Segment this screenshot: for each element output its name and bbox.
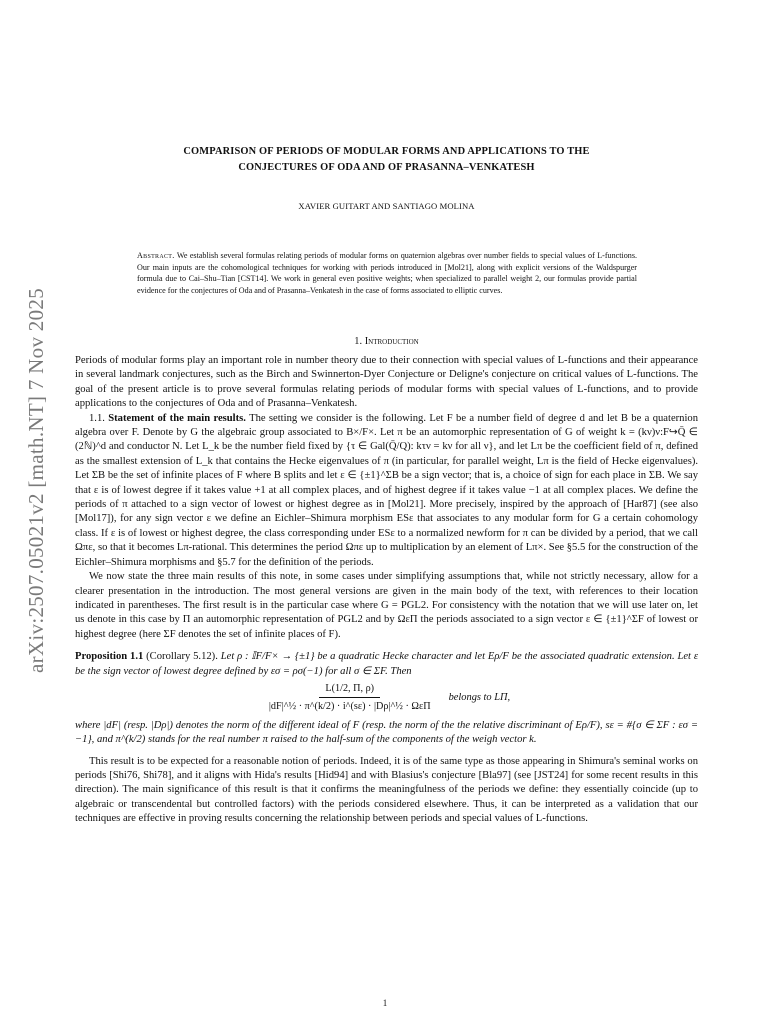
paper-authors: XAVIER GUITART AND SANTIAGO MOLINA bbox=[298, 201, 475, 211]
abstract-label: Abstract. bbox=[137, 251, 175, 260]
proposition-statement: Let ρ : 𝕀F/F× → {±1} be a quadratic Hecke character and let Eρ/F be the associated quadratic extension. Let ε be the sign vector of lowest degree defined by εσ = ρσ(−1) for all σ ∈ ΣF. Then bbox=[75, 651, 699, 677]
abstract bbox=[137, 250, 637, 296]
intro-paragraph-3: We now state the three main results of this note, in some cases under simplifying assumptions that, while not strictly necessary, allow for a clearer presentation in the introduction. The most general versions are given in the main body of the text, with references to their location indicated in parentheses. The first result is in the particular case where G = PGL2. For consistency with the notation that we will use later on, let us denote in this case by Π an automorphic representation of PGL2 and by ΩεΠ the periods associated to a sign vector ε ∈ {±1}^ΣF of lowest or highest degree (here ΣF denotes the set of infinite places of F). bbox=[75, 571, 698, 640]
arxiv-identifier: arXiv:2507.05021v2 [math.NT] 7 Nov 2025 bbox=[23, 287, 48, 673]
formula-conclusion: belongs to LΠ, bbox=[448, 692, 511, 704]
title-line-2: CONJECTURES OF ODA AND OF PRASANNA–VENKATESH bbox=[238, 161, 535, 173]
abstract-text: We establish several formulas relating periods of modular forms on quaternion algebras over number fields to special values of L-functions. Our main inputs are the cohomological techniques for working with periods introduced in [Mol21], along with explicit versions of the Waldspurger formula due to Cai–Shu–Tian [CST14]. We work in general even positive weights; when specialized to parallel weight 2, our formulas provide partial evidence for the conjectures of Oda and of Prasanna–Venkatesh in the case of forms associated to elliptic curves. bbox=[137, 251, 637, 295]
closing-paragraph: This result is to be expected for a reasonable notion of periods. Indeed, it is of the same type as those appearing in Shimura's seminal works on periods [Shi76, Shi78], and it aligns with Hida's results [Hid94] and with Blasius's conjecture [Bla97] (see [JST24] for some recent results in this direction). The main significance of this result is that it confirms the meaningfulness of the periods we define: they essentially coincide (up to algebraic or transcendental but controlled factors) with the periods considered elsewhere. Thus, it can be interpreted as a validation that our techniques are effective in proving results concerning the relationship between periods and special values of L-functions. bbox=[75, 755, 698, 825]
paper-title bbox=[75, 144, 698, 175]
intro-paragraph-1: Periods of modular forms play an important role in number theory due to their connection with special values of L-functions and their appearance in several landmark conjectures, such as the Birch and Swinnerton-Dyer Conjecture or Deligne's conjecture on critical values of L-functions. The goal of the present article is to prove several formulas relating periods of modular forms with special values of L-functions, and to provide applications to the conjectures of Oda and of Prasanna–Venkatesh. bbox=[75, 355, 698, 410]
formula-fraction bbox=[263, 682, 437, 715]
proposition-block bbox=[75, 650, 698, 747]
proposition-statement-line bbox=[75, 650, 698, 679]
proposition-label: Proposition 1.1 bbox=[75, 651, 144, 663]
intro-paragraph-2-text: The setting we consider is the following. Let F be a number field of degree d and let B be a quaternion algebra over F. Denote by G the algebraic group associated to B×/F×. Let π be an automorphic representation of G of weight k = (kν)ν:F↪Q̄ ∈ (2ℕ)^d and conductor N. Let L_k be the number field fixed by {τ ∈ Gal(Q̄/Q): kτν = kν for all ν}, and let Lπ be the coefficient field of π, defined as the smallest extension of L_k that contains the Hecke eigenvalues of π (in particular, for parallel weight, Lπ is the field of Hecke eigenvalues). Let ΣB be the set of infinite places of F where B splits and let ε ∈ {±1}^ΣB be a sign vector; that is, a choice of sign for each place in ΣB. We say that ε is of lowest degree if it takes value +1 at all complex places, and of highest degree if it takes value −1 at all complex places. We define the periods of π attached to a sign vector of lowest or highest degree as in [Mol21]. More precisely, inspired by the approach of [Har87] (see also [Mol17]), for any sign vector ε we define an Eichler–Shimura morphism ESε that associates to any modular form for G a certain cohomology class. If ε is of lowest or highest degree, the class corresponding under ESε to a normalized newform for π can be divided by a period, that we call Ωπε, so that it becomes Lπ-rational. This determines the period Ωπε up to multiplication by an element of Lπ×. See §5.5 for the construction of the Eichler–Shimura morphisms and §5.7 for the definition of the periods. bbox=[75, 412, 699, 568]
section-heading bbox=[75, 335, 698, 349]
subsection-number: 1.1. bbox=[89, 412, 105, 424]
arxiv-sidebar-stamp bbox=[22, 287, 50, 673]
page-number: 1 bbox=[382, 998, 388, 1008]
paper-body bbox=[75, 354, 698, 827]
formula-numerator: L(1/2, Π, ρ) bbox=[319, 682, 380, 698]
formula-denominator: |dF|^½ · π^(k/2) · i^(sε) · |Dρ|^½ · ΩεΠ bbox=[268, 701, 431, 713]
proposition-reference: (Corollary 5.12). bbox=[146, 651, 218, 663]
section-number: 1. bbox=[354, 336, 363, 347]
subsection-title: Statement of the main results. bbox=[108, 412, 246, 424]
intro-paragraph-2 bbox=[75, 412, 698, 570]
proposition-where-clause: where |dF| (resp. |Dρ|) denotes the norm of the different ideal of F (resp. the norm of the the relative discriminant of Eρ/F), sε = #{σ ∈ ΣF : εσ = −1}, and π^(k/2) stands for the real number π raised to the half-sum of the components of the weigh vector k. bbox=[75, 719, 698, 746]
section-title: Introduction bbox=[364, 336, 419, 347]
title-line-1: COMPARISON OF PERIODS OF MODULAR FORMS AND APPLICATIONS TO THE bbox=[183, 146, 590, 157]
display-formula bbox=[75, 682, 698, 715]
